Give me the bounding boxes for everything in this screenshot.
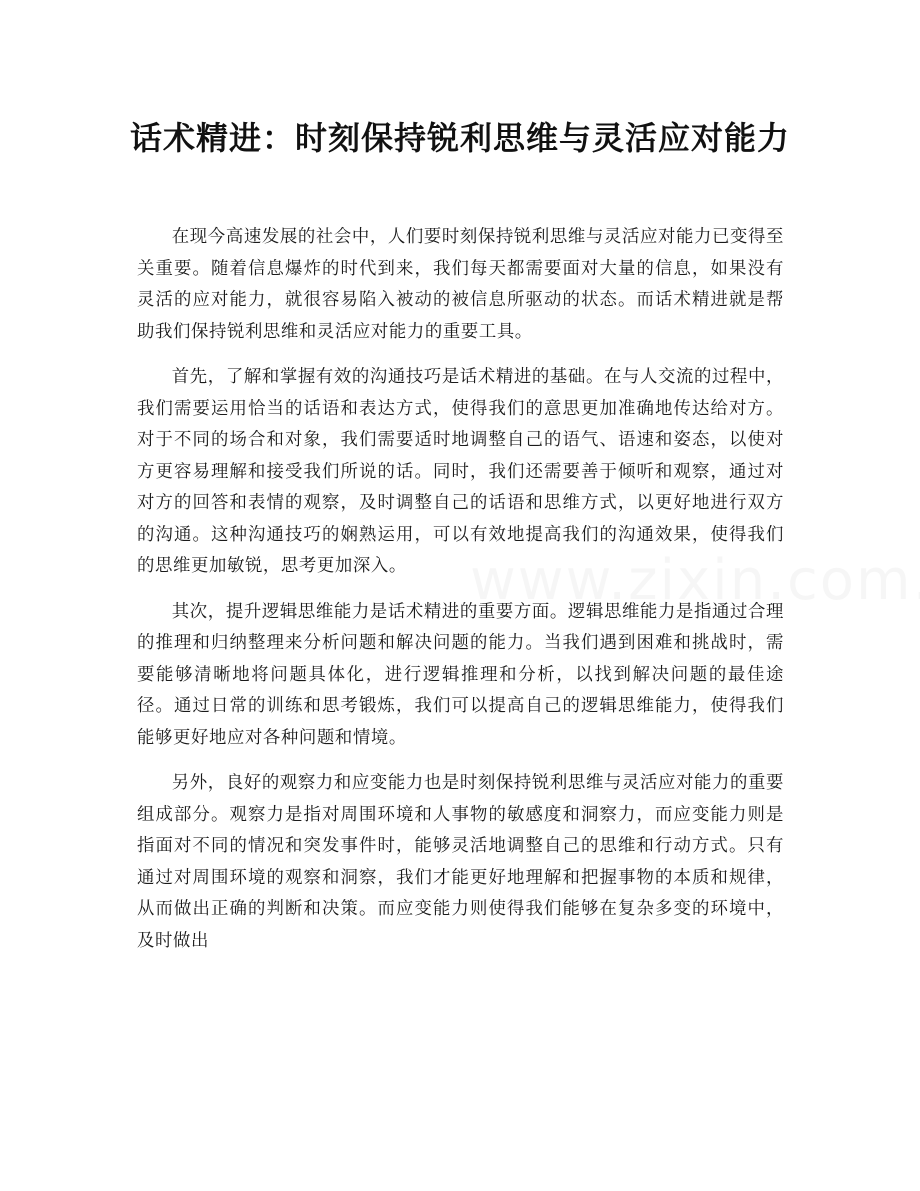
paragraph-1: 在现今高速发展的社会中，人们要时刻保持锐利思维与灵活应对能力已变得至关重要。随着信息爆炸的时代到来，我们每天都需要面对大量的信息，如果没有灵活的应对能力，就很容易陷入被动的被信息所驱动的状态。而话术精进就是帮助我们保持锐利思维和灵活应对能力的重要工具。 xyxy=(137,227,784,342)
paragraph-3: 其次，提升逻辑思维能力是话术精进的重要方面。逻辑思维能力是指通过合理的推理和归纳整理来分析问题和解决问题的能力。当我们遇到困难和挑战时，需要能够清晰地将问题具体化，进行逻辑推理和分析，以找到解决问题的最佳途径。通过日常的训练和思考锻炼，我们可以提高自己的逻辑思维能力，使得我们能够更好地应对各种问题和情境。 xyxy=(137,601,784,748)
document-body xyxy=(137,222,784,971)
paragraph-2: 首先，了解和掌握有效的沟通技巧是话术精进的基础。在与人交流的过程中，我们需要运用恰当的话语和表达方式，使得我们的意思更加准确地传达给对方。对于不同的场合和对象，我们需要适时地调整自己的语气、语速和姿态，以使对方更容易理解和接受我们所说的话。同时，我们还需要善于倾听和观察，通过对对方的回答和表情的观察，及时调整自己的话语和思维方式，以更好地进行双方的沟通。这种沟通技巧的娴熟运用，可以有效地提高我们的沟通效果，使得我们的思维更加敏锐，思考更加深入。 xyxy=(137,367,784,576)
document-title: 话术精进：时刻保持锐利思维与灵活应对能力 xyxy=(130,119,791,157)
paragraph-4: 另外，良好的观察力和应变能力也是时刻保持锐利思维与灵活应对能力的重要组成部分。观察力是指对周围环境和人事物的敏感度和洞察力，而应变能力则是指面对不同的情况和突发事件时，能够灵活地调整自己的思维和行动方式。只有通过对周围环境的观察和洞察，我们才能更好地理解和把握事物的本质和规律，从而做出正确的判断和决策。而应变能力则使得我们能够在复杂多变的环境中，及时做出 xyxy=(137,773,784,951)
